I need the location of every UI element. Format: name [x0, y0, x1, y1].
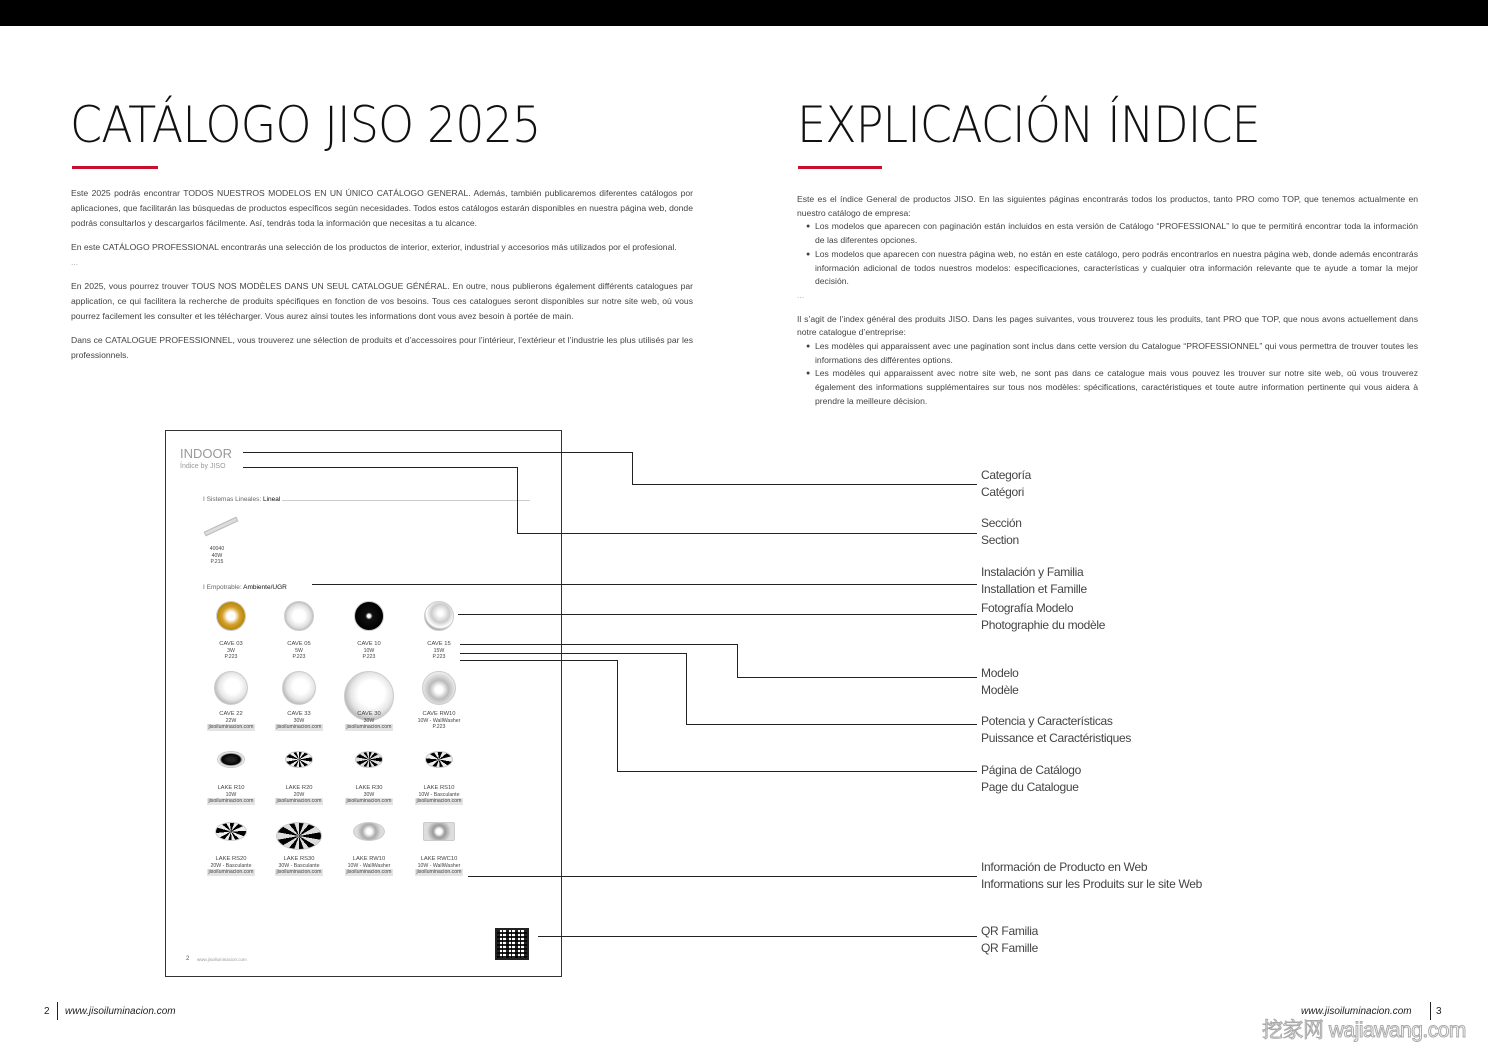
product-item	[337, 856, 401, 876]
product-photo	[284, 601, 314, 631]
footer-right-page-number: 3	[1436, 1006, 1442, 1017]
product-name: CAVE 05	[287, 641, 311, 647]
product-item	[407, 711, 471, 731]
product-photo	[215, 822, 247, 841]
product-photo	[422, 671, 456, 705]
footer-left-divider	[57, 1002, 58, 1020]
product-page: jisoiluminacion.com	[346, 869, 392, 875]
product-page: jisoiluminacion.com	[276, 798, 322, 804]
product-item	[407, 856, 471, 876]
line-model	[737, 677, 977, 678]
product-page: P.223	[224, 654, 238, 660]
line-model	[460, 644, 738, 645]
top-black-bar	[0, 0, 1488, 26]
line-power	[460, 653, 687, 654]
product-page: jisoiluminacion.com	[416, 869, 462, 875]
product-power: 20W - Basculante	[210, 862, 252, 869]
product-item	[267, 785, 331, 805]
product-power: 10W	[363, 647, 375, 654]
product-photo	[285, 751, 313, 768]
product-item	[337, 785, 401, 805]
product-photo	[282, 671, 316, 705]
product-photo	[423, 822, 455, 841]
product-power: 10W - WallWasher	[347, 862, 391, 869]
right-ellipsis: ...	[797, 289, 805, 300]
section-prefix: I Empotrable	[203, 584, 240, 591]
product-name: LAKE RS10	[423, 785, 455, 791]
footer-right-web[interactable]: www.jisoiluminacion.com	[1301, 1006, 1412, 1017]
product-page: P.223	[432, 724, 446, 730]
product-page: jisoiluminacion.com	[276, 869, 322, 875]
product-photo	[425, 751, 453, 768]
product-name: CAVE RW10	[422, 711, 456, 717]
product-photo	[353, 822, 385, 841]
sample-section-lineal: I Sistemas Lineales: Lineal	[203, 496, 281, 503]
sample-page-number: 2	[186, 956, 190, 962]
product-power: 10W - Basculante	[418, 791, 460, 798]
callout-web: Información de Producto en Web Informations sur les Produits sur le site Web	[981, 860, 1203, 891]
product-name: LAKE R30	[355, 785, 383, 791]
product-photo	[217, 751, 245, 768]
fr-bullet: ● Les modèles qui apparaissent avec une pagination sont inclus dans cette version du Catalogue “PROFESSIONNEL” qui vous permettra de trouver toutes les informations des différentes options.	[797, 340, 1418, 367]
product-power: 30W	[363, 791, 375, 798]
line-photo	[458, 614, 977, 615]
product-power: 30W	[363, 717, 375, 724]
line-section	[517, 533, 977, 534]
line-qr	[538, 936, 977, 937]
product-photo	[216, 601, 246, 631]
product-item	[267, 641, 331, 661]
product-name: LAKE RS20	[215, 856, 247, 862]
es-bullet: ● Los modelos que aparecen con paginación están incluidos en esta versión de Catálogo “PROFESSIONAL” lo que te permitirá encontrar toda la información de las diferentes opciones.	[797, 220, 1418, 247]
callout-installation: Instalación y Familia Installation et Famille	[981, 565, 1087, 596]
product-power: 5W	[295, 647, 303, 654]
product-40040	[197, 546, 237, 566]
product-power: 30W	[293, 717, 305, 724]
callout-model: Modelo Modèle	[981, 666, 1019, 697]
product-power: 30W - Basculante	[278, 862, 320, 869]
callout-section: Sección Section	[981, 516, 1022, 547]
line-category	[632, 452, 633, 485]
product-power: 10W - WallWasher	[417, 862, 461, 869]
product-power: 20W	[293, 791, 305, 798]
callout-page: Página de Catálogo Page du Catalogue	[981, 763, 1082, 794]
product-name: LAKE R10	[217, 785, 245, 791]
product-power: 10W - WallWasher	[417, 717, 461, 724]
product-item	[267, 856, 331, 876]
line-page	[460, 660, 618, 661]
section-name: Lineal	[263, 496, 281, 503]
product-name: CAVE 22	[219, 711, 243, 717]
line-section	[517, 467, 518, 534]
right-title-underline	[798, 166, 882, 169]
product-name: CAVE 33	[287, 711, 311, 717]
product-page: jisoiluminacion.com	[208, 798, 254, 804]
product-power: 10W	[225, 791, 237, 798]
watermark: 挖家网 wajiawang.com	[1262, 1019, 1466, 1042]
product-photo	[214, 671, 248, 705]
line-page	[617, 660, 618, 772]
product-photo	[354, 601, 384, 631]
product-item	[337, 711, 401, 731]
footer-left-page-number: 2	[44, 1006, 50, 1017]
left-ellipsis: ...	[71, 257, 79, 267]
fr-intro: Il s’agit de l’index général des produits JISO. Dans les pages suivantes, vous trouverez tous les produits, tant PRO que TOP, que nous avons actuellement dans notre catalogue d’entreprise:	[797, 313, 1418, 338]
line-section	[243, 467, 518, 468]
line-power	[686, 724, 977, 725]
product-item	[407, 785, 471, 805]
line-installation	[312, 584, 977, 585]
left-intro-text	[71, 186, 693, 363]
product-item	[199, 711, 263, 731]
product-page: P.215	[210, 559, 224, 565]
line-web	[468, 876, 977, 877]
product-page: jisoiluminacion.com	[276, 724, 322, 730]
product-power: 22W	[225, 717, 237, 724]
product-power: 40W	[211, 552, 223, 559]
es-bullet: ● Los modelos que aparecen con nuestra página web, no están en este catálogo, pero podrás encontrarlos en nuestra página web, donde además encontrarás información adicional de todos nuestros modelos: especificaciones, características y cualquier otra información relevante que te ayude a tomar la mejor decisión.	[797, 248, 1418, 289]
product-item	[199, 641, 263, 661]
es-intro: Este es el índice General de productos JISO. En las siguientes páginas encontrarás todos los productos, tanto PRO como TOP, que tenemos actualmente en nuestro catálogo de empresa:	[797, 194, 1418, 218]
fr-bullet: ● Les modèles qui apparaissent avec notre site web, ne sont pas dans ce catalogue mais vous pouvez les trouver sur notre site web, où vous trouverez également des informations supplémentaires sur tous nos modèles: spécifications, caractéristiques et toute autre information pertinente qui vous aidera à prendre la meilleure décision.	[797, 367, 1418, 408]
product-photo-40040	[201, 514, 241, 536]
section-name: Ambiente/UGR	[243, 584, 287, 591]
product-page: P.223	[292, 654, 306, 660]
product-page: jisoiluminacion.com	[346, 724, 392, 730]
sample-page-web: www.jisoiluminacion.com	[197, 957, 247, 962]
section-rule	[282, 500, 530, 501]
product-name: CAVE 03	[219, 641, 243, 647]
sample-category: INDOOR	[180, 446, 232, 461]
product-name: LAKE RWC10	[420, 856, 458, 862]
product-item	[199, 856, 263, 876]
left-paragraph: En este CATÁLOGO PROFESSIONAL encontrarás una selección de los productos de interior, exterior, industrial y accesorios más utilizados por el profesional.	[71, 242, 677, 252]
product-item	[337, 641, 401, 661]
line-category	[632, 484, 977, 485]
index-explanation-text	[797, 193, 1418, 409]
product-name: CAVE 10	[357, 641, 381, 647]
product-page: P.223	[362, 654, 376, 660]
product-name: CAVE 30	[357, 711, 381, 717]
product-name: LAKE R20	[285, 785, 313, 791]
product-item	[267, 711, 331, 731]
left-title-underline	[72, 166, 158, 169]
product-page: jisoiluminacion.com	[346, 798, 392, 804]
left-page-title: CATÁLOGO JISO 2025	[70, 96, 541, 154]
product-page: P.223	[432, 654, 446, 660]
product-page: jisoiluminacion.com	[208, 869, 254, 875]
product-photo	[424, 601, 454, 631]
product-name: 40040	[209, 546, 225, 552]
line-power	[686, 653, 687, 725]
sample-subtitle: Índice by JISO	[180, 463, 226, 470]
line-model	[737, 644, 738, 678]
left-paragraph: Este 2025 podrás encontrar TODOS NUESTROS MODELOS EN UN ÚNICO CATÁLOGO GENERAL. Además, también publicaremos diferentes catálogos por aplicaciones, que facilitarán las búsquedas de productos específicos según necesidades. Todos estos catálogos estarán disponibles en nuestra página web, donde podrás consultarlos y descargarlos fácilmente. Así, tendrás toda la información que necesitas a tu alcance.	[71, 188, 693, 228]
footer-left-web[interactable]: www.jisoiluminacion.com	[65, 1006, 176, 1017]
product-photo	[276, 822, 322, 850]
callout-category: Categoría Catégori	[981, 468, 1031, 499]
product-photo	[355, 751, 383, 768]
qr-code-icon	[495, 928, 529, 960]
right-page-title: EXPLICACIÓN ÍNDICE	[797, 96, 1260, 154]
product-name: LAKE RS30	[283, 856, 315, 862]
product-item	[199, 785, 263, 805]
product-name: CAVE 15	[427, 641, 451, 647]
sample-section-empotrable: I Empotrable: Ambiente/UGR	[203, 584, 287, 591]
line-category	[243, 452, 633, 453]
product-power: 15W	[433, 647, 445, 654]
product-power: 3W	[227, 647, 235, 654]
callout-power: Potencia y Características Puissance et Caractéristiques	[981, 714, 1132, 745]
product-name: LAKE RW10	[352, 856, 386, 862]
product-page: jisoiluminacion.com	[416, 798, 462, 804]
section-prefix: I Sistemas Lineales	[203, 496, 260, 503]
callout-qr: QR Familia QR Famille	[981, 924, 1039, 955]
left-paragraph: Dans ce CATALOGUE PROFESSIONNEL, vous trouverez une sélection de produits et d’accessoires pour l’intérieur, l’extérieur et l’industrie les plus utilisés par les professionnels.	[71, 335, 693, 360]
left-paragraph: En 2025, vous pourrez trouver TOUS NOS MODÈLES DANS UN SEUL CATALOGUE GÉNÉRAL. En outre, nous publierons également différents catalogues par application, ce qui facilitera la recherche de produits spécifiques en fonction de vos besoins. Tous ces catalogues seront disponibles sur notre site web, où vous pourrez facilement les consulter et les télécharger. Vous aurez ainsi toutes les informations dont vous avez besoin à portée de main.	[71, 281, 693, 321]
product-page: jisoiluminacion.com	[208, 724, 254, 730]
callout-photo: Fotografía Modelo Photographie du modèle	[981, 601, 1106, 632]
line-page	[617, 771, 977, 772]
